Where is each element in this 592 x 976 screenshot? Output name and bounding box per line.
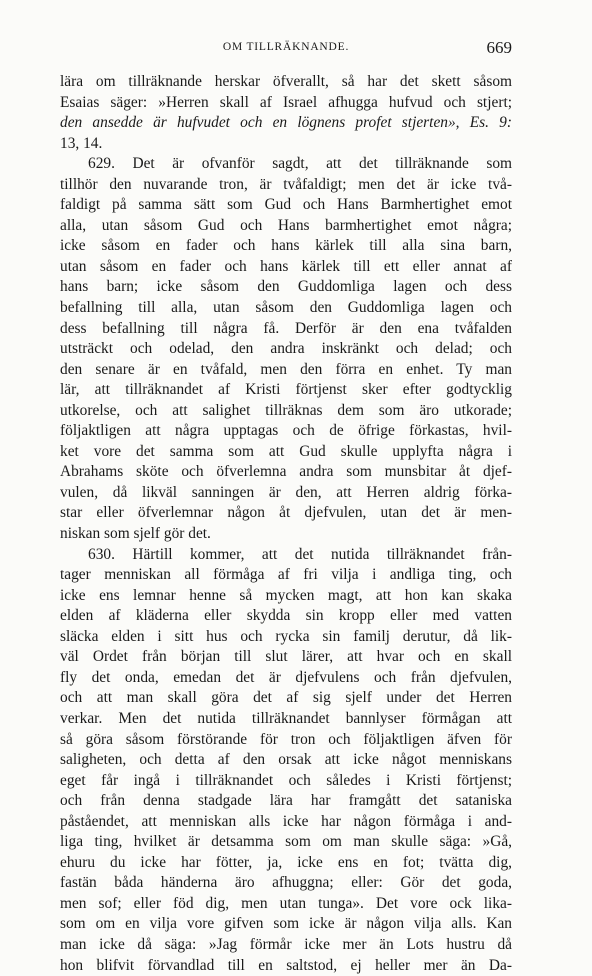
text-line: men sof; eller föd dig, men utan tunga». Det vore ock lika- (60, 894, 512, 912)
text-line: utan såsom en fader och hans kärlek till ett eller annat af (60, 257, 512, 275)
text-line: star eller öfverlemnar någon åt djefvulen, utan det är men- (60, 504, 512, 522)
text-line: väl Ordet från början till slut lärer, att hvar och en skall (60, 648, 512, 666)
text-line: eget får ingå i tillräknandet och således i Kristi förtjenst; (60, 771, 512, 789)
text-line: utkorelse, och att salighet tillräknas dem som äro utkorade; (60, 401, 512, 419)
text-line: icke såsom en fader och hans kärlek till alla sina barn, (60, 237, 512, 255)
text-line: icke ens lemnar henne så mycken magt, att hon kan skaka (60, 586, 512, 604)
text-line: tillhör den nuvarande tron, är tvåfaldigt; men det är icke två- (60, 175, 512, 193)
text-line: Esaias säger: »Herren skall af Israel afhugga hufvud och stjert; (60, 93, 512, 111)
text-line: dess befallning till några få. Derför är den ena tvåfalden (60, 319, 512, 337)
page-number: 669 (486, 38, 512, 57)
text-line: 13, 14. (60, 134, 103, 152)
text-line: fastän båda händerna äro afhuggna; eller: Gör det goda, (60, 874, 512, 892)
text-line: 629. Det är ofvanför sagdt, att det tillräknande som (88, 155, 512, 173)
text-line: man icke då säga: »Jag förmår icke mer än Lots hustru då (60, 935, 512, 953)
text-line: som om en vilja vore gifven som icke är någon vilja alls. Kan (60, 915, 512, 933)
text-line: tager menniskan all förmåga af fri vilja i andliga ting, och (60, 566, 512, 584)
text-line: befallning till alla, utan såsom den Guddomliga lagen och (60, 299, 512, 317)
text-line: liga ting, hvilket är detsamma som om man skulle säga: »Gå, (60, 833, 512, 851)
text-line: niskan som sjelf gör det. (60, 525, 211, 543)
page-header (60, 38, 512, 62)
text-line: verkar. Men det nutida tillräknandet bannlyser förmågan att (60, 709, 512, 727)
text-line: den senare är en tvåfald, men den förra en enhet. Ty man (60, 360, 512, 378)
text-line: hon blifvit förvandlad till en saltstod, ej heller mer än Da- (60, 956, 512, 974)
text-line: lära om tillräknande herskar öfverallt, så har det skett såsom (60, 73, 512, 90)
text-line: så göra såsom förstörande för tron och följaktligen äfven för (60, 730, 512, 748)
text-line: alla, utan såsom Gud och Hans barmhertighet emot några; (60, 216, 512, 234)
text-line: den ansedde är hufvudet och en lögnens profet stjerten», Es. 9: (60, 114, 512, 132)
text-line: saligheten, och detta af den orsak att icke något menniskans (60, 751, 512, 769)
text-line: följaktligen att några upptagas och de öfrige förkastas, hvil- (60, 422, 512, 440)
body-text (60, 72, 512, 976)
text-line: faldigt på samma sätt som Gud och Hans Barmhertighet emot (60, 196, 512, 214)
text-line: fly det onda, emedan det är djefvulens och från djefvulen, (60, 668, 512, 686)
text-line: vulen, då likväl sanningen är den, att Herren aldrig förka- (60, 483, 512, 501)
text-line: och från denna stadgade lära har framgått det sataniska (60, 792, 512, 810)
text-line: släcka elden i sitt hus och rycka sin familj derutur, då lik- (60, 627, 512, 645)
text-line: ket vore det samma som att Gud skulle upplyfta några i (60, 442, 512, 460)
text-line: hans barn; icke såsom den Guddomliga lagen och dess (60, 278, 512, 296)
text-line: lär, att tillräknandet af Kristi förtjenst sker efter godtycklig (60, 381, 512, 399)
text-line: utsträckt och odelad, den andra inskränkt och delad; och (60, 340, 512, 358)
text-line: och att man skall göra det af sig sjelf under det Herren (60, 689, 512, 707)
text-line: påståendet, att menniskan alls icke har någon förmåga i and- (60, 812, 512, 830)
text-line: 630. Härtill kommer, att det nutida tillräknandet från- (88, 545, 512, 563)
text-line: elden af kläderna eller skydda sin kropp eller med vatten (60, 607, 512, 625)
text-line: Abrahams sköte och öfverlemna andra som munsbitar åt djef- (60, 463, 512, 481)
running-title: OM TILLRÄKNANDE. (222, 41, 350, 53)
text-line: ehuru du icke har fötter, ja, icke ens en fot; tvätta dig, (60, 853, 512, 871)
